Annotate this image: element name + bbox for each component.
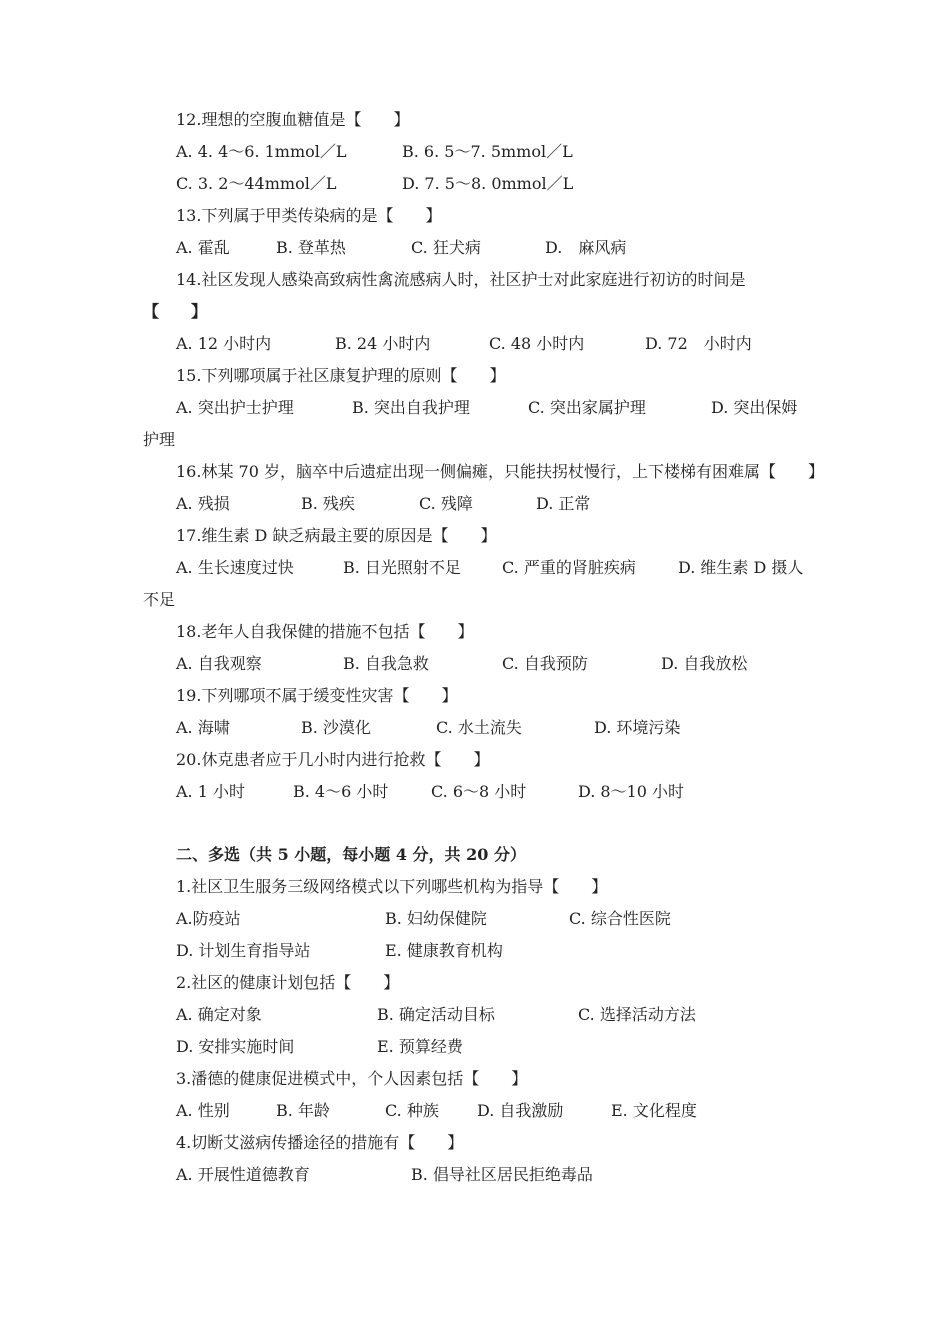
multi-3-option-a: A. 性别 xyxy=(176,1101,230,1120)
question-14-option-b: B. 24 小时内 xyxy=(335,334,431,353)
question-16-option-b: B. 残疾 xyxy=(301,494,355,513)
question-15-stem: 15.下列哪项属于社区康复护理的原则【 】 xyxy=(176,366,506,385)
multi-2-option-c: C. 选择活动方法 xyxy=(578,1005,696,1024)
multi-4-option-a: A. 开展性道德教育 xyxy=(176,1165,310,1184)
question-12-option-a: A. 4. 4～6. 1mmol／L xyxy=(176,142,347,161)
question-17-option-b: B. 日光照射不足 xyxy=(343,558,461,577)
multi-3-option-e: E. 文化程度 xyxy=(611,1101,697,1120)
question-13-option-c: C. 狂犬病 xyxy=(411,238,481,257)
question-14-stem: 14.社区发现人感染高致病性禽流感病人时，社区护士对此家庭进行初访的时间是 xyxy=(176,270,746,289)
multi-3-option-b: B. 年龄 xyxy=(276,1101,330,1120)
question-17-option-c: C. 严重的肾脏疾病 xyxy=(502,558,636,577)
question-18-option-c: C. 自我预防 xyxy=(502,654,588,673)
multi-1-option-c: C. 综合性医院 xyxy=(569,909,671,928)
question-16-stem: 16.林某 70 岁，脑卒中后遗症出现一侧偏瘫，只能扶拐杖慢行，上下楼梯有困难属【 】 xyxy=(176,462,824,481)
question-13-stem: 13.下列属于甲类传染病的是【 】 xyxy=(176,206,442,225)
multi-2-option-d: D. 安排实施时间 xyxy=(176,1037,295,1056)
multi-1-option-b: B. 妇幼保健院 xyxy=(385,909,487,928)
question-12-option-b: B. 6. 5～7. 5mmol／L xyxy=(402,142,573,161)
question-16-option-c: C. 残障 xyxy=(419,494,473,513)
multi-1-option-e: E. 健康教育机构 xyxy=(385,941,503,960)
question-14-answer-bracket: 【 】 xyxy=(143,302,208,321)
question-15-option-a: A. 突出护士护理 xyxy=(176,398,294,417)
question-17-option-a: A. 生长速度过快 xyxy=(176,558,294,577)
question-15-option-d-wrap: 护理 xyxy=(143,430,176,449)
multi-1-option-d: D. 计划生育指导站 xyxy=(176,941,311,960)
question-14-option-a: A. 12 小时内 xyxy=(176,334,272,353)
question-19-option-c: C. 水土流失 xyxy=(436,718,522,737)
multi-2-option-a: A. 确定对象 xyxy=(176,1005,262,1024)
question-18-option-b: B. 自我急救 xyxy=(343,654,429,673)
question-16-option-d: D. 正常 xyxy=(536,494,591,513)
question-16-option-a: A. 残损 xyxy=(176,494,230,513)
question-17-option-d-wrap: 不足 xyxy=(143,590,176,609)
question-17-stem: 17.维生素 D 缺乏病最主要的原因是【 】 xyxy=(176,526,497,545)
multi-2-stem: 2.社区的健康计划包括【 】 xyxy=(176,973,400,992)
question-20-stem: 20.休克患者应于几小时内进行抢救【 】 xyxy=(176,750,490,769)
question-17-option-d: D. 维生素 D 摄人 xyxy=(678,558,804,577)
multi-3-stem: 3.潘德的健康促进模式中，个人因素包括【 】 xyxy=(176,1069,528,1088)
question-15-option-d: D. 突出保姆 xyxy=(711,398,798,417)
question-18-option-a: A. 自我观察 xyxy=(176,654,262,673)
question-20-option-b: B. 4～6 小时 xyxy=(293,782,389,801)
multi-3-option-d: D. 自我激励 xyxy=(477,1101,564,1120)
multi-4-stem: 4.切断艾滋病传播途径的措施有【 】 xyxy=(176,1133,464,1152)
question-15-option-c: C. 突出家属护理 xyxy=(528,398,646,417)
question-12-option-d: D. 7. 5～8. 0mmol／L xyxy=(402,174,574,193)
question-18-stem: 18.老年人自我保健的措施不包括【 】 xyxy=(176,622,474,641)
question-12-option-c: C. 3. 2～44mmol／L xyxy=(176,174,337,193)
multi-3-option-c: C. 种族 xyxy=(385,1101,439,1120)
question-20-option-d: D. 8～10 小时 xyxy=(578,782,685,801)
question-13-option-d: D. 麻风病 xyxy=(545,238,627,257)
multi-2-option-e: E. 预算经费 xyxy=(377,1037,463,1056)
question-13-option-a: A. 霍乱 xyxy=(176,238,230,257)
multi-4-option-b: B. 倡导社区居民拒绝毒品 xyxy=(411,1165,593,1184)
question-20-option-a: A. 1 小时 xyxy=(176,782,245,801)
question-19-stem: 19.下列哪项不属于缓变性灾害【 】 xyxy=(176,686,458,705)
question-19-option-b: B. 沙漠化 xyxy=(301,718,371,737)
question-15-option-b: B. 突出自我护理 xyxy=(352,398,470,417)
multi-2-option-b: B. 确定活动目标 xyxy=(377,1005,495,1024)
question-14-option-d: D. 72 小时内 xyxy=(645,334,752,353)
multi-1-stem: 1.社区卫生服务三级网络模式以下列哪些机构为指导【 】 xyxy=(176,877,608,896)
section-2-title: 二、多选（共 5 小题，每小题 4 分，共 20 分） xyxy=(176,845,526,864)
question-13-option-b: B. 登革热 xyxy=(276,238,346,257)
question-18-option-d: D. 自我放松 xyxy=(661,654,748,673)
question-19-option-d: D. 环境污染 xyxy=(594,718,681,737)
question-20-option-c: C. 6～8 小时 xyxy=(431,782,527,801)
question-12-stem: 12.理想的空腹血糖值是【 】 xyxy=(176,110,410,129)
question-14-option-c: C. 48 小时内 xyxy=(489,334,585,353)
question-19-option-a: A. 海啸 xyxy=(176,718,230,737)
multi-1-option-a: A.防疫站 xyxy=(176,909,241,928)
